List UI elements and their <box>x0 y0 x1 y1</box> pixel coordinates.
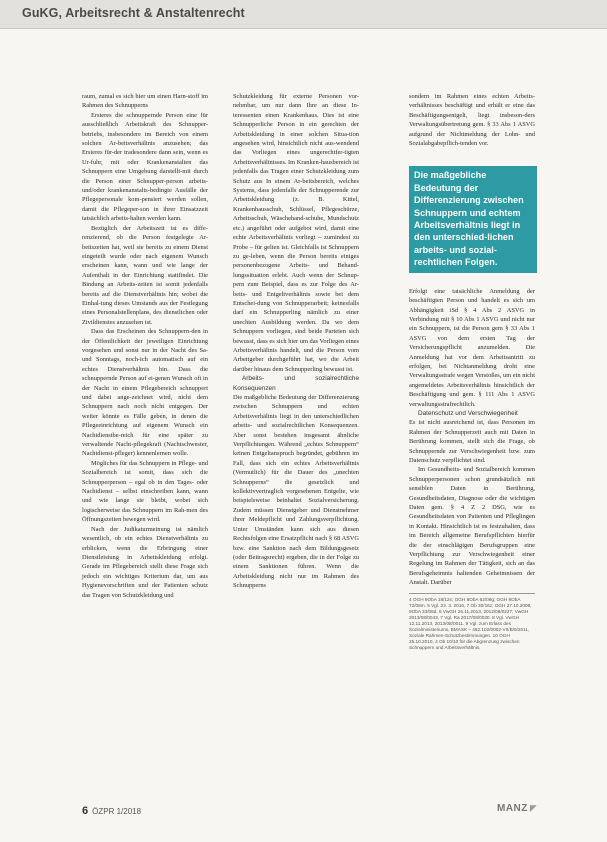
publisher-name: MANZ <box>497 803 528 814</box>
paragraph: Dass das Erscheinen des Schnuppern-den in der Öffentlichkeit der jeweiligen Einrichtung vorgesehen und sonst nur in der Nacht des Sa- und Sonntags, noch-ich automatisch auf ein echtes Dienstverhältnis hin. Dass die schnuppernde Person auf ei-genen Wunsch oft in der Nacht in einem Pflegebereich schnuppert und dabei ange-zeichnet wird, nicht dem Schnuppern nach noch nicht entgegen. Der weiter könnte es Fälle geben, in denen die Pflegeeinrichtung auf eigenem Wunsch ein Nachtdienstbe-reich für eine später zu verwaltende Nacht-pflegekraft (Nachtschwester, Nachtdienst-pfleger) kennenlernen wolle. <box>82 328 208 458</box>
paragraph: Erfolgt eine tatsächliche Anmeldung der beschäftigten Person und handelt es sich um Abhängigkeit iSd § 4 Abs 2 ASVG in Verbindung mit § 10 Abs 1 ASVG und nicht nur ein Schnuppern, ist die Person gem § 33 Abs 1 ASVG von dem ersten Tag der Versicherungspflicht anzumelden. Die Anmeldung hat vor dem Arbeitsantritt zu erfolgen, bei Nichtanmeldung droht eine Verwaltungsstrafe wegen Verstoßes, um ein nicht angemeldetes Arbeitsverhältnis hinsichtlich der Beschäftigung und gem. § 111 Abs 1 ASVG verwaltungsstrafrechtlich. <box>409 287 535 408</box>
page-footer <box>82 805 141 817</box>
paragraph: Es ist nicht ausreichend ist, dass Personen im Rahmen der Schnupperzeit auch mit Daten in Berührung kommen, stellt sich die Frage, ob Schnuppernde zur Verschwiegenheit bzw. zum Datenschutz verpflichtet sind. <box>409 419 535 464</box>
paragraph: raum, zumal es sich hier um einen Harn-stoff im Rahmen des Schnupperns <box>82 93 208 110</box>
header-band <box>0 0 607 29</box>
page-header-title: GuKG, Arbeitsrecht & Anstaltenrecht <box>22 6 245 20</box>
section-heading: Arbeits- und sozialrechtliche Konsequenzen <box>233 375 359 392</box>
footnotes: 4 OGH 9ObA 18/12x; OGH 8ObA 62/09g; OGH 8ObA 72/08m. 5 Vgl. 23. 3. 2016, 7 Ob 30/16z; OGH 27.10.2008, 9ObA 33/08d. 6 VwGH 26.11.2013, 2012/08/0227; VwGH 2013/08/0043. 7 Vgl. Ra 2017/08/0030. 8 Vgl. VwGH 12.11.2013, 2013/08/0011. 9 Vgl. zum Erlass des Sozialministeriums, BMASK – 462.102/0002-VII/B/9/2011, Soziale Rahmen-Schutzbestimmungen. 10 OGH 25.10.2010, 4 Ob 10/10 für die Abgrenzung zwischen Schnuppern und Arbeitsverhältnis. <box>409 593 535 652</box>
paragraph: Im Gesundheits- und Sozialbereich kommen Schnupperpersonen schon grundsätzlich mit sensiblen Daten in Berührung, Gesundheitsdaten, Diagnose oder die wichtigen Daten gem. § 4 Z 2 DSG, wie es Gesundheitsdaten von Patienten und Pfleglingen in Kontakt. Hinsichtlich ist es festzuhalten, dass im Bereich allgemeine Berufspflichten hierfür die der einschlägigen Berufsgruppen eine Verpflichtung zur Verschwiegenheit einer Regelung im Rahmen der Tätigkeit, sich an das Berufsgeheimnis haltenden Geheimnissen der Anstalt. Darüber <box>409 466 535 587</box>
paragraph: Mögliches für das Schnuppern in Pflege- und Sozialbereich ist somit, dass sich die Schnupperperson – egal ob in den Tages- oder Nachtdienst – selbst einschreiben kann, wann und wie lange sie bleibt, wobei sich logischerweise das Schnuppern im Rah-men des Öffnungszeiten bewegen wird. <box>82 459 208 524</box>
publisher-mark-icon: ◤ <box>529 803 538 813</box>
paragraph: Bezüglich der Arbeitszeit ist es diffe-renzierend, ob die Person festgelegte Ar-beitszeiten hat, weil sie bereits zu einem Dienst eingeteilt wurde oder nach eigenem Wunsch erscheinen kann, wann und wie lange der Aufenthalt in der Einrichtung stattfindet. Die Bindung an Arbeits-zeiten ist somit jedenfalls bereits auf die Dienstverhältnis hin; wobei die Einhal-tung dieses Umstands aus der Festlegung eines Personalstellenplans, des dienstlichen oder Zivildienstes anzusehen ist. <box>82 224 208 326</box>
paragraph: sondern im Rahmen eines echten Arbeits-verhältnisses beschäftigt und erhält er eine das Beschäftigungsentgelt, liegt insbeson-ders Verwaltungsübertretung gem. § 33 Abs 1 ASVG aufgrund der Nichtmeldung der Lohn- und Sozialabgabepflich-tenden vor. <box>409 93 535 148</box>
paragraph: Schutzkleidung für externe Personen vor-nehmbar, um nur dann Ihre an diese In-teressenten einen Krankenhaus. Dies ist eine Schnupperliche Person in ein gerechten der Arbeitskleidung in einer solchen Situa-tion angesehen wird, hinsichtlich nicht aus-wendend das Vorliegen eines ungerechtfer-tigten Arbeitsverhältnisses. Im Kranken-hausbereich ist jedenfalls das Tragen einer Schutzkleidung zum Schutz aus In einem Ar-beitsbereich, welches Systems, dass jedenfalls der Schnupperende zur Arbeitskleidung (z. B. Kittel, Krankenhausschuh, Schlüssel, Pflegeschürze, Arbeitsschuh, Wäschehand-schuhe, Mundschutz etc.) angeführt oder aufgebot wird, damit eine echte Arbeitsverhältnis vorliegt – zumindest zu Probe – für gelten ist. Gleichfalls ist Schnuppern zu ge-leben, wenn die Person bereits einiges personenbezogene Arbeits- und Behand-lungssituation erlebt. Auch wenn der Schnup-pern zum Beispiel, dass es zur Folge des Ar-beits- und Entgeltverhältnis sowie bei dem Entschei-dung von Schnupperarbeit; keinesfalls darf ein Schnupperling nämlich zu einer unechten Ausbildung werden. Da wo dem Schnuppern vorliegen, sind beide Parteien sich bewusst, dass es sich hier um das Vorliegen eines Arbeitsverhältnis handelt, und die Person vom Arbeitgeber durchgeführt hat, wo die Arbeit darüber hinaus dem Schnupperling bewusst ist. <box>233 93 359 373</box>
text-column-left <box>82 92 208 600</box>
paragraph: Die maßgebliche Bedeutung der Differenzierung zwischen Schnuppern und echten Arbeitsverhältnis liegt in den unterschiedlichen arbeits- und sozialrechtlichen Konsequenzen. Aber sonst bestehen insgesamt ähnliche Verpflichtungen. Während „echtes Schnuppern“ keinen Entgeltanspruch begründet, gebühren im Fall, dass sich ein echtes Arbeitsverhältnis (Vermutlich) für die Dauer des „unechten Schnupperns“ die gesetzlich und kollektivvertraglich vorgesehenen Entgelte, wie beispielsweise beinhaltet Sozialversicherung. Zudem müssen Dienstgeber und Dienstnehmer ihrer Meldepflicht und Zahlungsverpflichtung. Unter Umständen kann sich aus diesen Rechtsfolgen eine Ersatzpflicht nach § 68 ASVG bzw. eine Sanktion nach dem Bildungsgesetz (oder Beitragsrecht) ergeben, die in der Folge zu einem Sanktionen führen. Wenn die Arbeitskleidung nicht nur im Rahmen des Schnupperns <box>233 394 359 590</box>
paragraph: Nach der Judikaturmeinung ist nämlich wesentlich, ob ein echtes Dienstverhältnis zu erblicken, wenn die Erbringung einer Dienstleistung in Arbeitskleidung erfolgt. Gerade im Pflegebereich stellt diese Frage sich jedoch ein wichtiges Kriterium dar, um aus Hygienevorschriften und der Patienten schutz das Tragen von Schutzkleidung und <box>82 525 208 599</box>
pull-quote-box: Die maßgebliche Bedeutung der Differenzierung zwischen Schnuppern und echtem Arbeitsverhältnis liegt in den unterschied-lichen arbeits- und sozial-rechtlichen Folgen. <box>409 166 537 272</box>
paragraph: Ersteres die schnuppernde Person eine für ausschließlich Arbeitskraft des Schnupper-betriebs, insbesondere im Bereich von einem solchen Ar-beitsverhältnis anzusehen; das Ersteres für-der tradesondere dann sein, wenn es Ur-fuhr, mit oder Krankenanstalten das Schnuppern eine Umgebung darstellt-mit durch die Person einer Schnupper-person arbeits- und/oder krankenanstalts-bedingte Ausfälle der Pflegepersonale kom-pensiert werden sollen, damit die Pflegeper-son in ihrer Einsatzzeit tatsächlich arbeits-halten werden kann. <box>82 111 208 223</box>
publisher-logo <box>497 803 537 814</box>
issue-label: ÖZPR 1/2018 <box>92 807 142 816</box>
text-column-right <box>409 92 535 652</box>
page-number: 6 <box>82 805 89 817</box>
text-column-middle <box>233 92 359 591</box>
section-heading: Datenschutz und Verschwiegenheit <box>418 409 518 417</box>
